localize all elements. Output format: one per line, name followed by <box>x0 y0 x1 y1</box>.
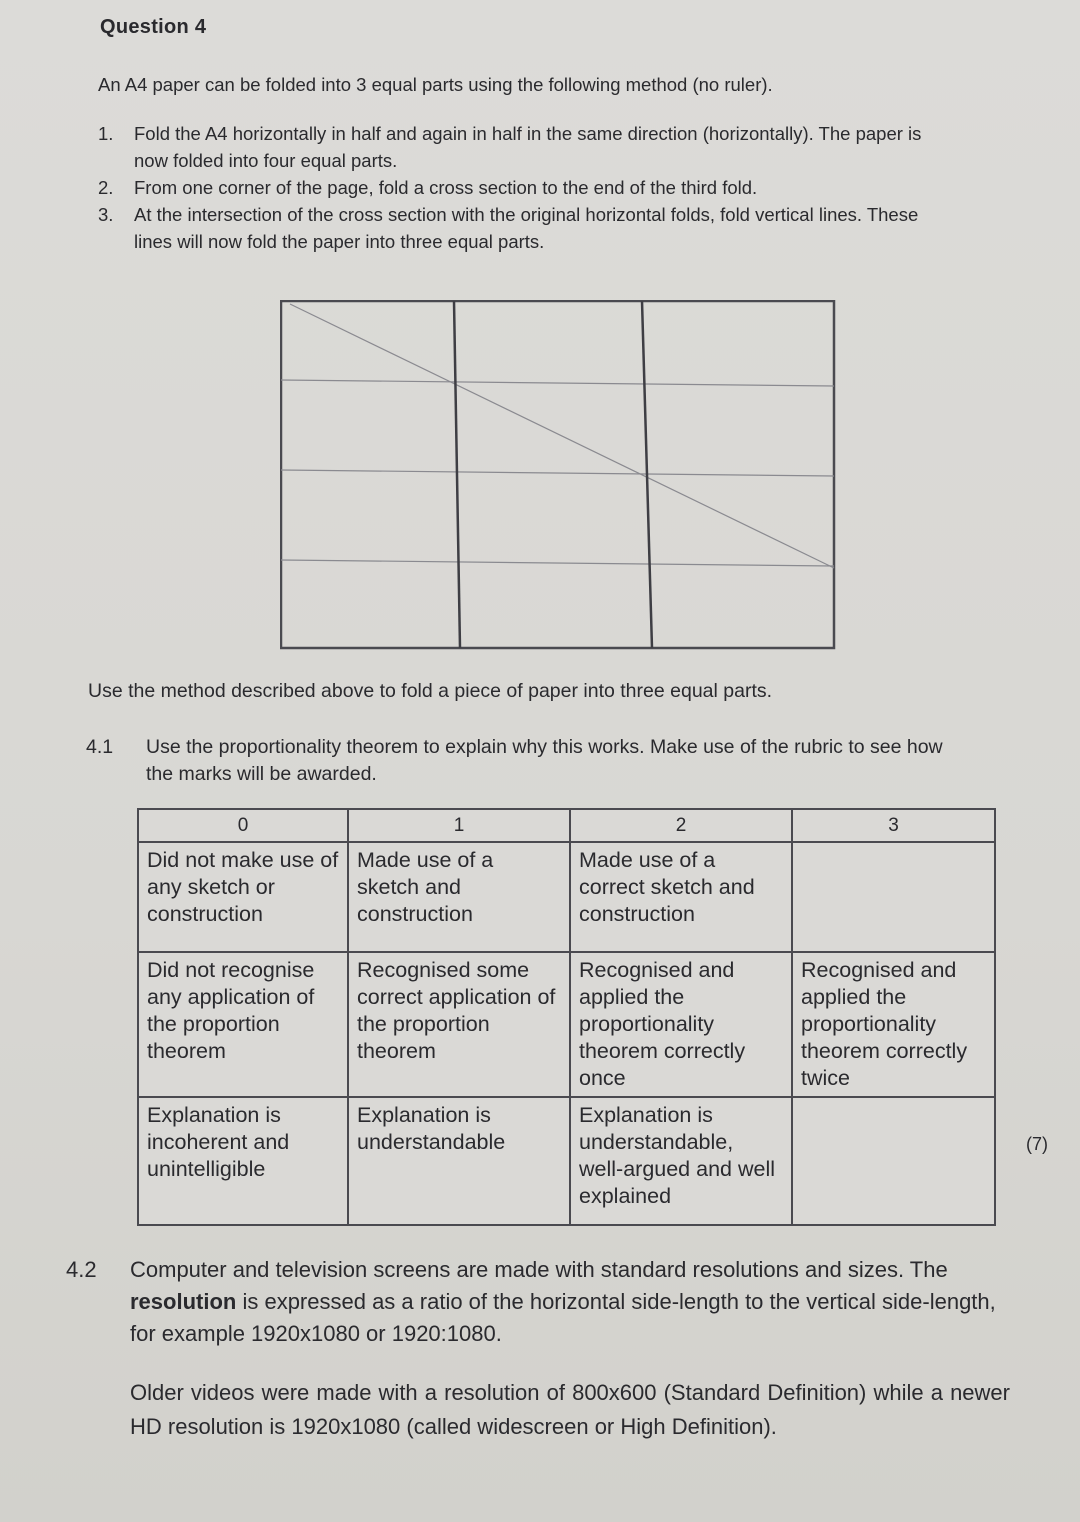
rubric-cell: Recognised and applied the proportionality theorem correctly twice <box>792 952 995 1097</box>
instruction-text: Use the method described above to fold a piece of paper into three equal parts. <box>88 680 773 702</box>
question-text-part: is expressed as a ratio of the horizontal side-length to the vertical side-length, for example 1920x1080 or 1920:1080. <box>130 1289 996 1346</box>
intro-text: An A4 paper can be folded into 3 equal parts using the following method (no ruler). <box>98 74 773 95</box>
question-4-2-paragraph: Older videos were made with a resolution of 800x600 (Standard Definition) while a newer HD resolution is 1920x1080 (called widescreen or High Definition). <box>130 1380 1010 1439</box>
rubric-cell <box>792 842 995 952</box>
vertical-fold-line <box>454 301 460 648</box>
question-4-1 <box>86 734 956 788</box>
step-number: 1. <box>98 123 114 144</box>
rubric-cell: Made use of a correct sketch and construction <box>570 842 792 952</box>
rubric-header-3: 3 <box>792 809 995 842</box>
question-number: 4.1 <box>86 736 114 758</box>
rubric-row-explanation <box>138 1097 995 1225</box>
step-item <box>92 201 922 255</box>
question-title: Question 4 <box>100 16 207 38</box>
rubric-cell: Explanation is understandable, well-argued and well explained <box>570 1097 792 1225</box>
horizontal-fold-line <box>281 560 834 566</box>
horizontal-fold-line <box>281 470 834 476</box>
rubric-cell: Explanation is incoherent and unintelligible <box>138 1097 348 1225</box>
rubric-header-2: 2 <box>570 809 792 842</box>
rubric-header-0: 0 <box>138 809 348 842</box>
question-text-part: Computer and television screens are made with standard resolutions and sizes. The <box>130 1257 948 1282</box>
rubric-cell: Made use of a sketch and construction <box>348 842 570 952</box>
horizontal-fold-line <box>281 380 834 386</box>
step-text: From one corner of the page, fold a cross section to the end of the third fold. <box>134 177 758 198</box>
rubric-row-sketch <box>138 842 995 952</box>
rubric-row-theorem <box>138 952 995 1097</box>
rubric-cell: Recognised some correct application of the proportion theorem <box>348 952 570 1097</box>
question-4-2 <box>66 1254 1006 1350</box>
rubric-cell <box>792 1097 995 1225</box>
step-number: 2. <box>98 177 114 198</box>
step-text: Fold the A4 horizontally in half and again in half in the same direction (horizontally). The paper is now folded into four equal parts. <box>134 123 922 171</box>
rubric-cell: Did not make use of any sketch or construction <box>138 842 348 952</box>
rubric-header-1: 1 <box>348 809 570 842</box>
bold-term: resolution <box>130 1289 237 1314</box>
question-text: Use the proportionality theorem to explain why this works. Make use of the rubric to see how the marks will be awarded. <box>146 736 943 785</box>
step-text: At the intersection of the cross section with the original horizontal folds, fold vertical lines. These lines will now fold the paper into three equal parts. <box>134 204 919 252</box>
rubric-header-row <box>138 809 995 842</box>
question-text <box>130 1254 1006 1350</box>
step-item <box>92 174 922 201</box>
question-number: 4.2 <box>66 1257 97 1282</box>
rubric-cell: Explanation is understandable <box>348 1097 570 1225</box>
marking-rubric <box>137 808 996 1226</box>
cross-section-fold-line <box>290 304 834 568</box>
step-item <box>92 120 922 174</box>
steps-list <box>92 120 922 255</box>
rubric-cell: Did not recognise any application of the proportion theorem <box>138 952 348 1097</box>
marks-total: (7) <box>1026 1134 1048 1154</box>
rubric-cell: Recognised and applied the proportionality theorem correctly once <box>570 952 792 1097</box>
step-number: 3. <box>98 204 114 225</box>
folded-paper-diagram <box>280 300 836 652</box>
